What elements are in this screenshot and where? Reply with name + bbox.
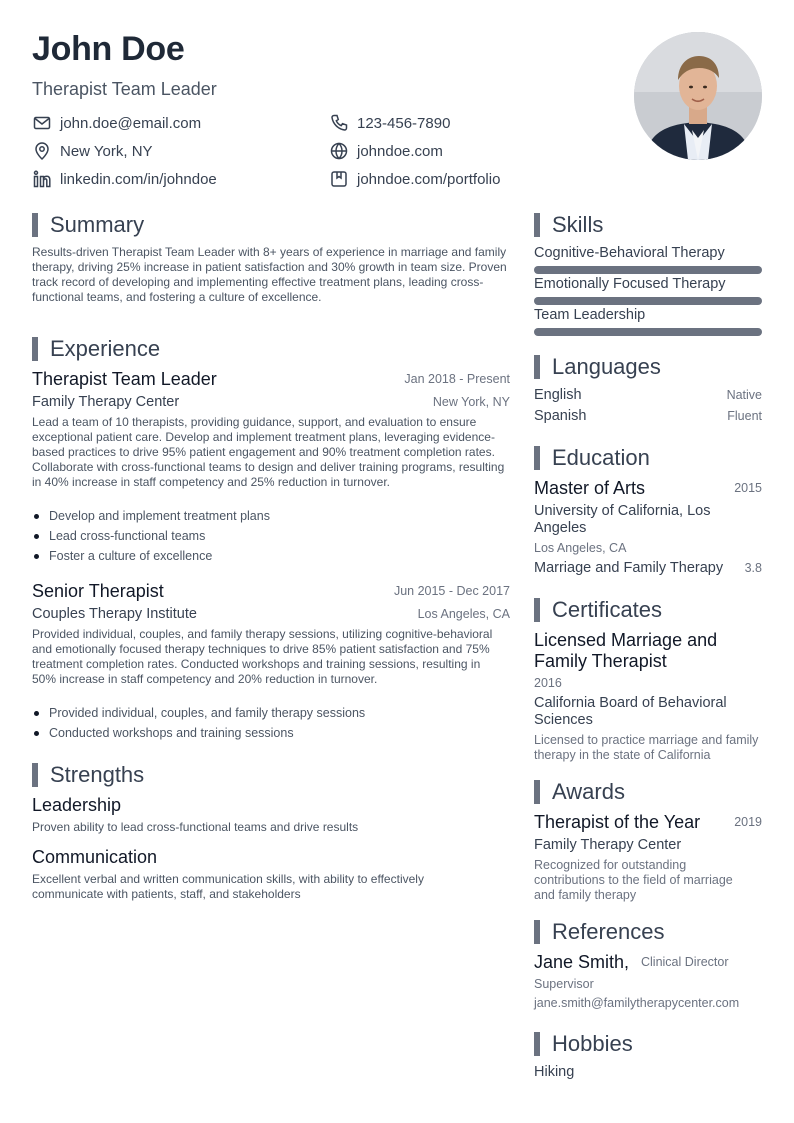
- education-year: 2015: [734, 481, 762, 495]
- reference-name: Jane Smith,: [534, 952, 630, 972]
- contact-portfolio-text: johndoe.com/portfolio: [357, 170, 501, 188]
- section-accent-bar: [534, 355, 540, 379]
- skill-name: Emotionally Focused Therapy: [534, 276, 726, 292]
- hobby-item: Hiking: [534, 1064, 575, 1080]
- bullet-dot: [34, 731, 39, 736]
- job-company: Couples Therapy Institute: [32, 606, 197, 622]
- contact-email[interactable]: [32, 113, 201, 133]
- summary-heading-text: Summary: [50, 212, 145, 237]
- phone-icon: [329, 113, 349, 133]
- education-heading-text: Education: [552, 445, 650, 470]
- bullet-text: Lead cross-functional teams: [49, 529, 206, 543]
- job-company: Family Therapy Center: [32, 394, 180, 410]
- hobbies-heading-text: Hobbies: [552, 1031, 633, 1056]
- experience-heading: [32, 337, 160, 361]
- resume-job-title: Therapist Team Leader: [32, 79, 217, 99]
- profile-photo-illustration: [634, 32, 762, 160]
- contact-linkedin-text: linkedin.com/in/johndoe: [60, 170, 217, 188]
- section-accent-bar: [534, 598, 540, 622]
- job-location: Los Angeles, CA: [417, 607, 510, 621]
- skill-name: Team Leadership: [534, 307, 646, 323]
- education-degree: Master of Arts: [534, 478, 646, 498]
- section-accent-bar: [32, 337, 38, 361]
- job-location: New York, NY: [432, 395, 510, 409]
- languages-heading: [534, 355, 661, 379]
- strength-text: Excellent verbal and written communication skills, with ability to effectively communicate with patients, staff, and stakeholders: [32, 872, 424, 901]
- globe-icon: [329, 141, 349, 161]
- bullet-dot: [34, 554, 39, 559]
- bullet-dot: [34, 514, 39, 519]
- skills-heading: [534, 213, 603, 237]
- education-heading: [534, 446, 650, 470]
- summary-heading: [32, 213, 144, 237]
- contact-email-text: john.doe@email.com: [60, 114, 202, 132]
- bullet-text: Conducted workshops and training sessions: [49, 726, 294, 740]
- award-title: Therapist of the Year: [534, 812, 701, 832]
- list-item: [34, 706, 365, 720]
- bullet-text: Develop and implement treatment plans: [49, 509, 270, 523]
- certificates-heading: [534, 598, 662, 622]
- contact-phone[interactable]: [329, 113, 450, 133]
- education-gpa: 3.8: [744, 561, 762, 575]
- contact-location-text: New York, NY: [60, 142, 153, 160]
- contact-linkedin[interactable]: [32, 169, 217, 189]
- languages-heading-text: Languages: [552, 354, 661, 379]
- section-accent-bar: [32, 763, 38, 787]
- list-item: [34, 509, 270, 523]
- job-title: Therapist Team Leader: [32, 369, 217, 389]
- reference-relation: Supervisor: [534, 977, 594, 991]
- certificate-year: 2016: [534, 676, 562, 690]
- bullet-dot: [34, 534, 39, 539]
- list-item: [34, 529, 205, 543]
- strength-title: Leadership: [32, 795, 122, 815]
- education-location: Los Angeles, CA: [534, 541, 627, 555]
- certificate-issuer: California Board of Behavioral Sciences: [534, 695, 727, 728]
- contact-location: [32, 141, 153, 161]
- education-school: University of California, Los Angeles: [534, 503, 711, 536]
- summary-text: Results-driven Therapist Team Leader with 8+ years of experience in marriage and family therapy, driving 25% increase in patient satisfaction and 30% growth in team size. Proven track record of developing and implementing effective treatment plans, leading cross-functional teams, and fostering a culture of excellence.: [32, 245, 507, 304]
- awards-heading: [534, 780, 625, 804]
- language-name: English: [534, 387, 582, 403]
- bullet-text: Foster a culture of excellence: [49, 549, 213, 563]
- reference-email[interactable]: jane.smith@familytherapycenter.com: [534, 996, 740, 1010]
- job-description: Lead a team of 10 therapists, providing guidance, support, and evaluation to ensure exceptional patient care. Develop and implement treatment plans, leveraging evidence-based practices to drive 95% patient engagement and 90% treatment completion rates. Collaborate with cross-functional teams to design and deliver training programs, resulting in 40% increase in staff competency and 25% reduction in turnover.: [32, 415, 505, 489]
- certificates-heading-text: Certificates: [552, 597, 663, 622]
- strengths-heading: [32, 763, 144, 787]
- references-heading-text: References: [552, 919, 665, 944]
- job-dates: Jan 2018 - Present: [404, 372, 510, 386]
- contact-portfolio[interactable]: [329, 169, 500, 189]
- section-accent-bar: [534, 780, 540, 804]
- section-accent-bar: [534, 1032, 540, 1056]
- job-dates: Jun 2015 - Dec 2017: [393, 584, 510, 598]
- strength-text: Proven ability to lead cross-functional teams and drive results: [32, 820, 359, 834]
- section-accent-bar: [534, 920, 540, 944]
- strength-title: Communication: [32, 847, 158, 867]
- mail-icon: [32, 113, 52, 133]
- profile-photo: [634, 32, 762, 160]
- skill-name: Cognitive-Behavioral Therapy: [534, 245, 725, 261]
- certificate-title: Licensed Marriage and Family Therapist: [534, 630, 718, 671]
- job-title: Senior Therapist: [32, 581, 164, 601]
- list-item: [34, 726, 294, 740]
- section-accent-bar: [534, 213, 540, 237]
- contact-website-text: johndoe.com: [357, 142, 443, 160]
- strengths-heading-text: Strengths: [50, 762, 145, 787]
- bullet-text: Provided individual, couples, and family therapy sessions: [49, 706, 366, 720]
- bullet-dot: [34, 711, 39, 716]
- skill-level-bar: [534, 328, 762, 336]
- linkedin-icon: [32, 169, 52, 189]
- award-year: 2019: [734, 815, 762, 829]
- map-pin-icon: [32, 141, 52, 161]
- education-field: Marriage and Family Therapy: [534, 560, 724, 576]
- portfolio-icon: [329, 169, 349, 189]
- hobbies-heading: [534, 1032, 633, 1056]
- job-description: Provided individual, couples, and family therapy sessions, utilizing cognitive-behavioral and emotionally focused therapy techniques to drive 85% patient satisfaction and 75% treatment completion rates. Conducted workshops and training sessions, resulting in 50% increase in staff competency and 20% reduction in turnover.: [32, 627, 493, 686]
- award-org: Family Therapy Center: [534, 837, 682, 853]
- contact-website[interactable]: [329, 141, 443, 161]
- certificate-description: Licensed to practice marriage and family therapy in the state of California: [534, 733, 759, 762]
- skill-level-bar: [534, 297, 762, 305]
- section-accent-bar: [534, 446, 540, 470]
- list-item: [34, 549, 212, 563]
- skill-level-bar: [534, 266, 762, 274]
- section-accent-bar: [32, 213, 38, 237]
- language-level: Fluent: [727, 409, 762, 423]
- resume-name: John Doe: [32, 30, 185, 68]
- language-level: Native: [726, 388, 762, 402]
- skills-heading-text: Skills: [552, 212, 604, 237]
- experience-heading-text: Experience: [50, 336, 161, 361]
- references-heading: [534, 920, 665, 944]
- award-description: Recognized for outstanding contributions to the field of marriage and family therapy: [534, 858, 733, 902]
- awards-heading-text: Awards: [552, 779, 625, 804]
- contact-phone-text: 123-456-7890: [357, 114, 451, 132]
- reference-role: Clinical Director: [641, 955, 729, 969]
- language-name: Spanish: [534, 408, 587, 424]
